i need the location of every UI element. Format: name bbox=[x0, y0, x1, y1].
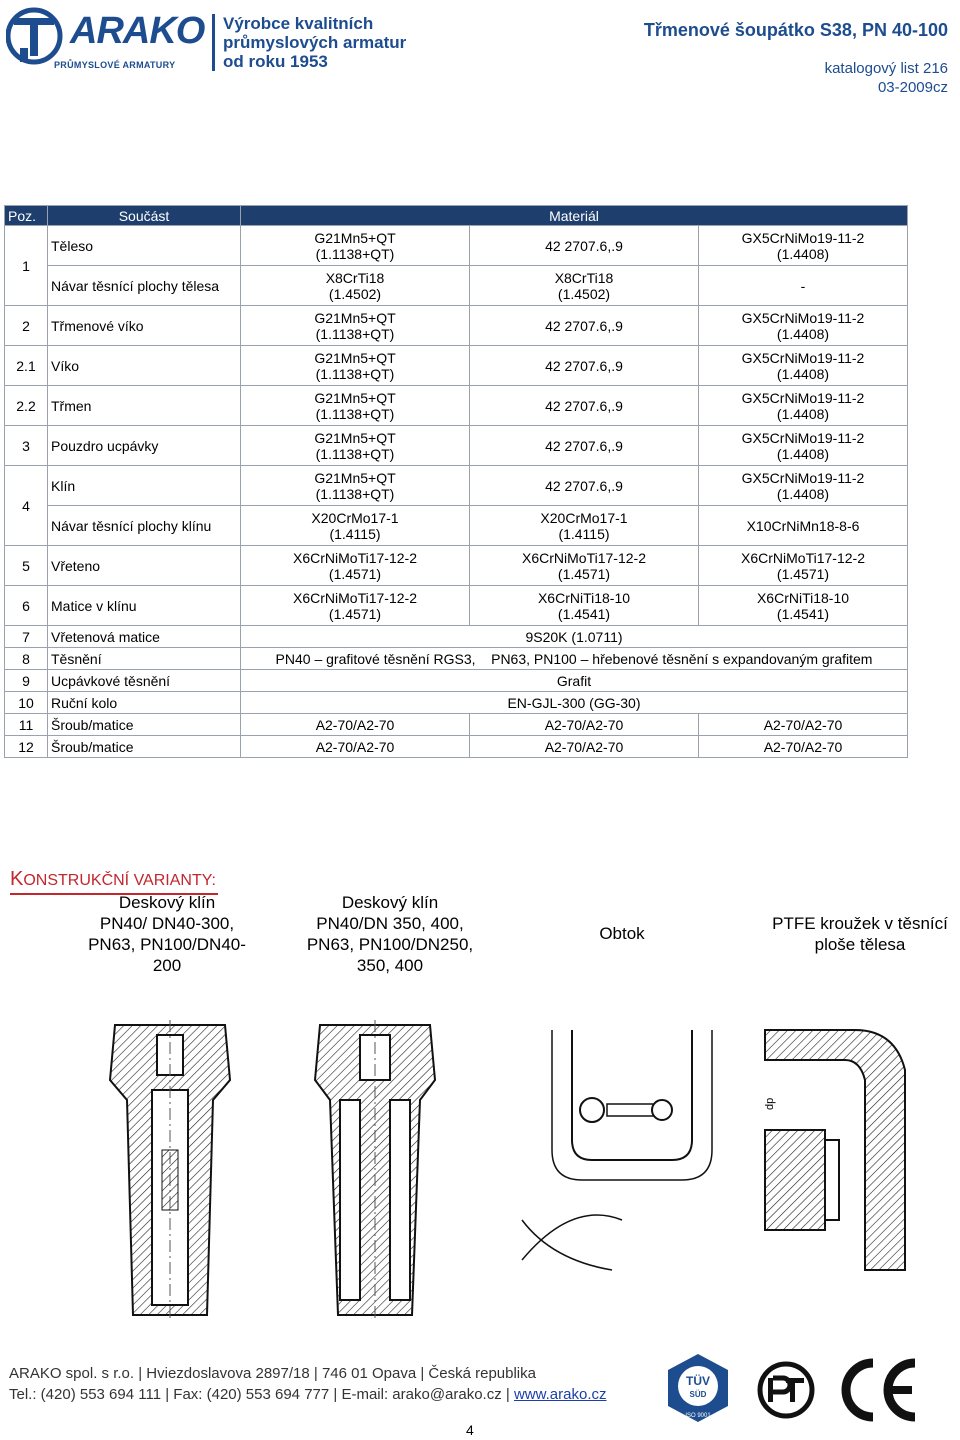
table-row bbox=[5, 346, 908, 386]
row-material-1: G21Mn5+QT (1.1138+QT) bbox=[241, 346, 470, 386]
row-material-1: G21Mn5+QT (1.1138+QT) bbox=[241, 306, 470, 346]
row-material: Grafit bbox=[241, 670, 908, 692]
row-part: Těsnění bbox=[48, 648, 241, 670]
logo-subtitle: PRŮMYSLOVÉ ARMATURY bbox=[54, 60, 176, 70]
catalog-date: 03-2009cz bbox=[877, 79, 948, 96]
row-material-2: 42 2707.6,.9 bbox=[470, 386, 699, 426]
row-pos: 9 bbox=[5, 670, 48, 692]
row-material-3: A2-70/A2-70 bbox=[699, 714, 908, 736]
row-pos: 1 bbox=[5, 226, 48, 306]
variant-label-3: Obtok bbox=[599, 924, 645, 943]
table-header-row bbox=[5, 206, 908, 226]
row-material-1: X20CrMo17-1 (1.4115) bbox=[241, 506, 470, 546]
row-material-2: 42 2707.6,.9 bbox=[470, 226, 699, 266]
variants-heading-rest: ONSTRUKČNÍ VARIANTY: bbox=[23, 872, 216, 889]
ce-mark-icon bbox=[835, 1355, 925, 1425]
table-row bbox=[5, 226, 908, 266]
row-material-1: X6CrNiMoTi17-12-2 (1.4571) bbox=[241, 546, 470, 586]
table-row bbox=[5, 714, 908, 736]
table-row bbox=[5, 736, 908, 758]
footer-address: ARAKO spol. s r.o. | Hviezdoslavova 2897/18 | 746 01 Opava | Česká republika bbox=[9, 1365, 536, 1382]
table-row bbox=[5, 692, 908, 714]
logo-name: ARAKO bbox=[70, 10, 205, 52]
row-pos: 5 bbox=[5, 546, 48, 586]
tuv-certification-icon bbox=[662, 1352, 734, 1424]
row-material-3: GX5CrNiMo19-11-2 (1.4408) bbox=[699, 426, 908, 466]
catalog-sheet: katalogový list 216 bbox=[824, 60, 948, 77]
column-header-part: Součást bbox=[48, 206, 241, 226]
table-body-lower bbox=[5, 626, 908, 758]
row-material-seal bbox=[241, 648, 908, 670]
table-row bbox=[5, 466, 908, 506]
footer-phone-email: Tel.: (420) 553 694 111 | Fax: (420) 553 694 777 | E-mail: arako@arako.cz | bbox=[9, 1386, 514, 1403]
row-part: Návar těsnící plochy klínu bbox=[48, 506, 241, 546]
row-material: EN-GJL-300 (GG-30) bbox=[241, 692, 908, 714]
drawing-dimension-label: dp bbox=[764, 1097, 776, 1110]
row-pos: 2 bbox=[5, 306, 48, 346]
row-material-1: A2-70/A2-70 bbox=[241, 736, 470, 758]
row-pos: 2.2 bbox=[5, 386, 48, 426]
row-material-1: A2-70/A2-70 bbox=[241, 714, 470, 736]
page-number: 4 bbox=[466, 1422, 474, 1438]
variants-heading bbox=[10, 868, 216, 891]
material-table bbox=[4, 205, 908, 758]
row-material-2: A2-70/A2-70 bbox=[470, 736, 699, 758]
row-material-2: X6CrNiMoTi17-12-2 (1.4571) bbox=[470, 546, 699, 586]
table-row bbox=[5, 266, 908, 306]
row-pos: 11 bbox=[5, 714, 48, 736]
row-pos: 3 bbox=[5, 426, 48, 466]
tuv-sud-text: SÜD bbox=[689, 1390, 707, 1399]
variant-label-2: Deskový klín PN40/DN 350, 400, PN63, PN100/DN250, 350, 400 bbox=[306, 893, 474, 975]
row-part: Vřeteno bbox=[48, 546, 241, 586]
table-row bbox=[5, 426, 908, 466]
row-part: Těleso bbox=[48, 226, 241, 266]
row-part: Návar těsnící plochy tělesa bbox=[48, 266, 241, 306]
table-row bbox=[5, 506, 908, 546]
row-material-3: X6CrNiMoTi17-12-2 (1.4571) bbox=[699, 546, 908, 586]
row-material-2: 42 2707.6,.9 bbox=[470, 306, 699, 346]
row-material-3: GX5CrNiMo19-11-2 (1.4408) bbox=[699, 386, 908, 426]
row-part: Pouzdro ucpávky bbox=[48, 426, 241, 466]
row-pos: 2.1 bbox=[5, 346, 48, 386]
row-material-3: X10CrNiMn18-8-6 bbox=[699, 506, 908, 546]
table-row bbox=[5, 670, 908, 692]
table-row bbox=[5, 648, 908, 670]
pct-certification-icon bbox=[750, 1360, 822, 1420]
row-part: Šroub/matice bbox=[48, 736, 241, 758]
seal-pn40: PN40 – grafitové těsnění RGS3, bbox=[275, 650, 476, 667]
variant-label-1: Deskový klín PN40/ DN40-300, PN63, PN100/DN40- 200 bbox=[88, 893, 246, 975]
tagline-line: od roku 1953 bbox=[223, 52, 328, 71]
row-part: Vřetenová matice bbox=[48, 626, 241, 648]
row-pos: 8 bbox=[5, 648, 48, 670]
table-row bbox=[5, 546, 908, 586]
variants-heading-initial: K bbox=[10, 868, 24, 890]
row-part: Třmenové víko bbox=[48, 306, 241, 346]
row-material-2: 42 2707.6,.9 bbox=[470, 346, 699, 386]
column-header-material: Materiál bbox=[241, 206, 908, 226]
row-material-1: X8CrTi18 (1.4502) bbox=[241, 266, 470, 306]
row-material-1: G21Mn5+QT (1.1138+QT) bbox=[241, 426, 470, 466]
row-material-3: A2-70/A2-70 bbox=[699, 736, 908, 758]
seal-pn63: PN63, PN100 – hřebenové těsnění s expandovaným grafitem bbox=[491, 650, 873, 667]
row-pos: 4 bbox=[5, 466, 48, 546]
company-logo bbox=[6, 6, 206, 72]
row-material-3: GX5CrNiMo19-11-2 (1.4408) bbox=[699, 346, 908, 386]
row-material-3: GX5CrNiMo19-11-2 (1.4408) bbox=[699, 466, 908, 506]
row-material-1: X6CrNiMoTi17-12-2 (1.4571) bbox=[241, 586, 470, 626]
row-part: Ruční kolo bbox=[48, 692, 241, 714]
ptfe-ring-drawing bbox=[755, 1020, 925, 1280]
tagline-line: průmyslových armatur bbox=[223, 33, 407, 52]
tagline-line: Výrobce kvalitních bbox=[223, 14, 374, 33]
column-header-pos: Poz. bbox=[5, 206, 48, 226]
document-title: Třmenové šoupátko S38, PN 40-100 bbox=[643, 20, 948, 40]
row-material-3: GX5CrNiMo19-11-2 (1.4408) bbox=[699, 306, 908, 346]
row-material-2: A2-70/A2-70 bbox=[470, 714, 699, 736]
table-row bbox=[5, 386, 908, 426]
tuv-text: TÜV bbox=[686, 1374, 710, 1388]
iso-text: ISO 9001 bbox=[685, 1413, 711, 1419]
row-material-2: X8CrTi18 (1.4502) bbox=[470, 266, 699, 306]
row-material-1: G21Mn5+QT (1.1138+QT) bbox=[241, 466, 470, 506]
row-part: Matice v klínu bbox=[48, 586, 241, 626]
table-row bbox=[5, 306, 908, 346]
plate-wedge-drawing-1 bbox=[95, 1020, 245, 1320]
row-material-2: X6CrNiTi18-10 (1.4541) bbox=[470, 586, 699, 626]
row-pos: 10 bbox=[5, 692, 48, 714]
row-material-2: 42 2707.6,.9 bbox=[470, 426, 699, 466]
row-pos: 7 bbox=[5, 626, 48, 648]
table-row bbox=[5, 626, 908, 648]
row-part: Třmen bbox=[48, 386, 241, 426]
plate-wedge-drawing-2 bbox=[300, 1020, 450, 1320]
company-tagline bbox=[212, 14, 423, 71]
row-pos: 12 bbox=[5, 736, 48, 758]
row-material-3: - bbox=[699, 266, 908, 306]
row-material-3: X6CrNiTi18-10 (1.4541) bbox=[699, 586, 908, 626]
row-material: 9S20K (1.0711) bbox=[241, 626, 908, 648]
footer-contact bbox=[9, 1386, 607, 1403]
website-link[interactable]: www.arako.cz bbox=[513, 1386, 607, 1403]
table-body bbox=[5, 226, 908, 626]
bypass-drawing bbox=[512, 1020, 732, 1290]
row-material-2: X20CrMo17-1 (1.4115) bbox=[470, 506, 699, 546]
row-part: Ucpávkové těsnění bbox=[48, 670, 241, 692]
row-material-3: GX5CrNiMo19-11-2 (1.4408) bbox=[699, 226, 908, 266]
row-part: Šroub/matice bbox=[48, 714, 241, 736]
row-material-1: G21Mn5+QT (1.1138+QT) bbox=[241, 386, 470, 426]
row-pos: 6 bbox=[5, 586, 48, 626]
variant-label-4: PTFE kroužek v těsnící ploše tělesa bbox=[772, 914, 948, 954]
row-part: Víko bbox=[48, 346, 241, 386]
row-part: Klín bbox=[48, 466, 241, 506]
row-material-2: 42 2707.6,.9 bbox=[470, 466, 699, 506]
row-material-1: G21Mn5+QT (1.1138+QT) bbox=[241, 226, 470, 266]
table-row bbox=[5, 586, 908, 626]
